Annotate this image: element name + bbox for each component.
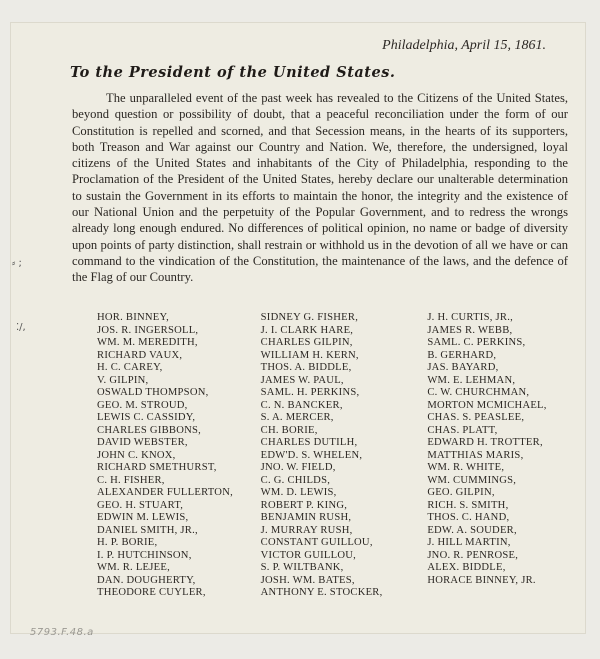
signatories-column-2 bbox=[257, 312, 426, 600]
signatory-name: GEO. GILPIN, bbox=[427, 487, 495, 498]
signatory-name: GEO. M. STROUD, bbox=[97, 399, 188, 411]
signatory-name: C. N. BANCKER, bbox=[260, 399, 343, 411]
signatory-name: WM. R. LEJEE, bbox=[97, 562, 170, 573]
signatory-name: EDWIN M. LEWIS, bbox=[97, 512, 189, 523]
signatory-name: C. W. CHURCHMAN, bbox=[427, 387, 530, 398]
signatory-name: BENJAMIN RUSH, bbox=[260, 512, 352, 523]
signatory-name: ALEX. BIDDLE, bbox=[427, 562, 506, 573]
signatory-name: J. HILL MARTIN, bbox=[427, 537, 511, 548]
margin-mark-icon: ⸗ ; bbox=[12, 258, 22, 269]
signatory-name: CHARLES GIBBONS, bbox=[97, 424, 202, 436]
signatory-name: RICH. S. SMITH, bbox=[427, 499, 509, 511]
signatory-name: THEODORE CUYLER, bbox=[97, 587, 206, 598]
document-sheet bbox=[10, 22, 586, 634]
signatory-name: MORTON MCMICHAEL, bbox=[427, 399, 547, 411]
signatory-name: S. A. MERCER, bbox=[260, 412, 334, 423]
signatory-name: JNO. R. PENROSE, bbox=[427, 549, 519, 561]
signatory-name: THOS. C. HAND, bbox=[427, 512, 510, 523]
signatory-name: EDW'D. S. WHELEN, bbox=[260, 449, 363, 461]
signatory-name: I. P. HUTCHINSON, bbox=[97, 549, 192, 561]
signatory-name: WM. E. LEHMAN, bbox=[427, 374, 516, 386]
signatory-name: H. C. CAREY, bbox=[97, 362, 163, 373]
signatory-name: CHAS. PLATT, bbox=[427, 424, 498, 436]
signatory-name: LEWIS C. CASSIDY, bbox=[97, 412, 196, 423]
signatory-name: EDW. A. SOUDER, bbox=[427, 524, 517, 536]
margin-mark-icon: ⁚/, bbox=[16, 322, 26, 333]
signatory-name: DAN. DOUGHERTY, bbox=[97, 574, 196, 586]
signatory-name: B. GERHARD, bbox=[427, 349, 497, 361]
signatory-name: JAMES W. PAUL, bbox=[260, 374, 344, 386]
signatory-name: ROBERT P. KING, bbox=[260, 499, 348, 511]
signatory-name: H. P. BORIE, bbox=[97, 537, 158, 548]
signatory-name: WM. D. LEWIS, bbox=[260, 487, 337, 498]
signatories-column-1 bbox=[97, 312, 257, 600]
signatory-name: WM. M. MEREDITH, bbox=[97, 337, 198, 348]
signatory-name: SAML. C. PERKINS, bbox=[427, 337, 526, 348]
signatory-name: ANTHONY E. STOCKER, bbox=[260, 587, 383, 598]
signatories-column-3 bbox=[425, 312, 577, 600]
archive-mark: 5793.F.48.a bbox=[30, 627, 94, 638]
signatory-name: JNO. W. FIELD, bbox=[260, 462, 336, 473]
signatory-name: VICTOR GUILLOU, bbox=[260, 549, 357, 561]
signatories-list bbox=[97, 312, 577, 600]
signatory-name: EDWARD H. TROTTER, bbox=[427, 437, 543, 448]
signatory-name: CHARLES GILPIN, bbox=[260, 337, 353, 348]
signatory-name: C. H. FISHER, bbox=[97, 474, 165, 486]
signatory-name: OSWALD THOMPSON, bbox=[97, 387, 209, 398]
signatory-name: J. H. CURTIS, JR., bbox=[427, 312, 513, 323]
signatory-name: CH. BORIE, bbox=[260, 424, 318, 436]
signatory-name: GEO. H. STUART, bbox=[97, 499, 184, 511]
signatory-name: MATTHIAS MARIS, bbox=[427, 449, 524, 461]
signatory-name: ALEXANDER FULLERTON, bbox=[97, 487, 233, 498]
signatory-name: WILLIAM H. KERN, bbox=[260, 349, 359, 361]
signatory-name: THOS. A. BIDDLE, bbox=[260, 362, 352, 373]
signatory-name: HORACE BINNEY, JR. bbox=[427, 574, 536, 586]
signatory-name: DANIEL SMITH, JR., bbox=[97, 524, 198, 536]
signatory-name: C. G. CHILDS, bbox=[260, 474, 331, 486]
signatory-name: DAVID WEBSTER, bbox=[97, 437, 188, 448]
document-heading: To the President of the United States. bbox=[70, 64, 396, 81]
signatory-name: SAML. H. PERKINS, bbox=[260, 387, 360, 398]
signatory-name: JOHN C. KNOX, bbox=[97, 449, 176, 461]
signatory-name: S. P. WILTBANK, bbox=[260, 562, 344, 573]
signatory-name: J. I. CLARK HARE, bbox=[260, 324, 354, 336]
proclamation-body: The unparalleled event of the past week has revealed to the Citizens of the United States, beyond question or possibility of doubt, that a peaceful reconciliation under the form of our Constitution is repelled and scorned, and that Secession means, in the hearts of its supporters, both Treason and War against our Country and Nation. We, therefore, the undersigned, loyal citizens of the United States and inhabitants of the City of Philadelphia, responding to the Proclamation of the President of the United States, hereby declare our unalterable determination to sustain the Government in its efforts to maintain the honor, the integrity and the existence of our National Union and the perpetuity of the Popular Government, and to redress the wrongs already long enough endured. No differences of political opinion, no name or badge of diversity upon points of party distinction, shall restrain or withhold us in the devotion of all we have or can command to the vindication of the Constitution, the maintenance of the laws, and the defence of the Flag of our Country. bbox=[72, 91, 568, 285]
signatory-name: J. MURRAY RUSH, bbox=[260, 524, 353, 536]
signatory-name: V. GILPIN, bbox=[97, 374, 149, 386]
signatory-name: CONSTANT GUILLOU, bbox=[260, 537, 373, 548]
signatory-name: CHARLES DUTILH, bbox=[260, 437, 358, 448]
signatory-name: JOSH. WM. BATES, bbox=[260, 574, 355, 586]
signatory-name: SIDNEY G. FISHER, bbox=[260, 312, 359, 323]
signatory-name: JOS. R. INGERSOLL, bbox=[97, 324, 199, 336]
signatory-name: JAMES R. WEBB, bbox=[427, 324, 513, 336]
signatory-name: WM. CUMMINGS, bbox=[427, 474, 517, 486]
dateline: Philadelphia, April 15, 1861. bbox=[382, 38, 546, 53]
signatory-name: RICHARD SMETHURST, bbox=[97, 462, 217, 473]
signatory-name: HOR. BINNEY, bbox=[97, 312, 169, 323]
signatory-name: WM. R. WHITE, bbox=[427, 462, 505, 473]
signatory-name: JAS. BAYARD, bbox=[427, 362, 499, 373]
signatory-name: CHAS. S. PEASLEE, bbox=[427, 412, 525, 423]
signatory-name: RICHARD VAUX, bbox=[97, 349, 183, 361]
